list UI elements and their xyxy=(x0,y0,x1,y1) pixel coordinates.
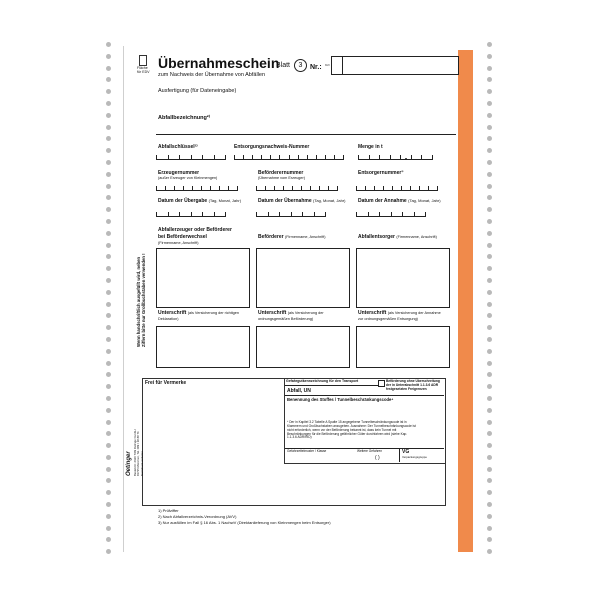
decimal-point xyxy=(405,158,407,160)
digit-tick xyxy=(201,186,202,190)
perforation-hole xyxy=(106,89,111,94)
perforation-hole xyxy=(487,443,492,448)
digit-tick xyxy=(202,212,203,216)
digit-tick xyxy=(379,155,380,159)
footnote-3: 3) Nur ausfüllen im Fall § 16 Abs. 1 NachwV (Direktanlieferung von Kleinmengen beim Entsorger) xyxy=(158,520,331,525)
col1-sub: (Firmenname, Anschrift) xyxy=(158,241,199,245)
digit-tick xyxy=(319,186,320,190)
perforation-hole xyxy=(487,420,492,425)
tunnel-footnote xyxy=(287,421,442,440)
digit-tick xyxy=(334,155,335,159)
digit-tick xyxy=(234,155,235,159)
digit-tick xyxy=(256,212,257,216)
verpackung-label: Weitere Gefahren xyxy=(357,449,383,453)
digit-tick xyxy=(191,155,192,159)
erzeuger-address-box[interactable] xyxy=(156,248,250,308)
digit-tick xyxy=(316,155,317,159)
perforation-hole xyxy=(106,337,111,342)
perforation-hole xyxy=(487,431,492,436)
perforation-hole xyxy=(487,89,492,94)
digit-tick xyxy=(165,186,166,190)
perforation-hole xyxy=(487,266,492,271)
digit-tick xyxy=(298,155,299,159)
imprint-line2: 81735 München, Tel. 089 / 38 88 76 xyxy=(136,431,141,476)
datum-annahme-input[interactable] xyxy=(356,211,426,217)
digit-tick xyxy=(301,186,302,190)
perforation-hole xyxy=(487,278,492,283)
befoerderung-line1: Beförderung ohne Überschreitung xyxy=(386,379,440,383)
datum-uebernahme-text: Datum der Übernahme xyxy=(258,198,312,204)
digit-tick xyxy=(390,155,391,159)
side-note xyxy=(137,253,147,347)
digit-tick xyxy=(414,212,415,216)
col2-title-wrap xyxy=(258,235,325,240)
publisher-imprint xyxy=(134,430,144,476)
perforation-hole xyxy=(487,361,492,366)
perforation-hole xyxy=(487,384,492,389)
digit-tick xyxy=(270,155,271,159)
abfallschluessel-input[interactable] xyxy=(156,154,226,160)
sig2-wrap xyxy=(258,311,324,316)
edv-box xyxy=(139,55,147,66)
digit-tick xyxy=(314,212,315,216)
abfallschluessel-label: Abfallschlüssel²⁾ xyxy=(158,144,198,150)
entsorgernummer-input[interactable] xyxy=(356,185,438,191)
sig1-note-line1: (als Versicherung der richtigen xyxy=(187,311,240,315)
perforation-hole xyxy=(487,537,492,542)
perforation-hole xyxy=(106,514,111,519)
perforation-hole xyxy=(487,396,492,401)
befoerderung-line3: festgesetzten Freigrenzen xyxy=(386,386,427,391)
abfall-un-label: Abfall, UN xyxy=(287,388,311,394)
signature-box-erzeuger[interactable] xyxy=(156,326,250,368)
digit-tick xyxy=(279,155,280,159)
blatt-label: Blatt xyxy=(276,62,291,69)
perforation-hole xyxy=(487,526,492,531)
tunnel-footnote-line4: Beschränkungen für die Beförderung gefährlicher Güter durchfahren wird (siehe Kap. xyxy=(287,431,408,436)
digit-tick xyxy=(228,186,229,190)
digit-tick xyxy=(425,212,426,216)
befoerderernummer-input[interactable] xyxy=(256,185,338,191)
erzeugernummer-input[interactable] xyxy=(156,185,238,191)
perforation-hole xyxy=(487,478,492,483)
perforation-hole xyxy=(487,148,492,153)
perforation-hole xyxy=(106,207,111,212)
sig3-label: Unterschrift xyxy=(358,310,387,316)
perforation-hole xyxy=(487,549,492,554)
perforation-hole xyxy=(106,396,111,401)
entsorgernummer-label xyxy=(358,171,403,176)
signature-box-entsorger[interactable] xyxy=(356,326,450,368)
perforation-hole xyxy=(106,54,111,59)
digit-tick xyxy=(156,155,157,159)
publisher-logo: Oetinger xyxy=(126,451,132,476)
perforation-hole xyxy=(106,219,111,224)
imprint-line3: Nachdruck verboten xyxy=(139,450,144,476)
digit-tick xyxy=(202,155,203,159)
perforation-hole xyxy=(106,526,111,531)
imprint-line1: Bestell-Nr. 6920 7/99 Oetinger GmbH xyxy=(133,429,137,476)
col3-title-wrap xyxy=(358,235,437,240)
digit-tick xyxy=(325,155,326,159)
digit-tick xyxy=(279,212,280,216)
col3-title: Abfallentsorger xyxy=(358,234,395,240)
perforation-hole xyxy=(487,231,492,236)
copy-note: Ausfertigung (für Dateneingabe) xyxy=(158,88,237,94)
perforation-hole xyxy=(487,243,492,248)
perforation-hole xyxy=(487,467,492,472)
perforation-hole xyxy=(106,361,111,366)
perforation-hole xyxy=(487,325,492,330)
digit-tick xyxy=(307,155,308,159)
digit-tick xyxy=(428,186,429,190)
vg-label: VG xyxy=(402,449,410,455)
perforation-hole xyxy=(487,66,492,71)
digit-tick xyxy=(191,212,192,216)
datum-uebernahme-input[interactable] xyxy=(256,211,326,217)
orange-edge-stripe xyxy=(458,50,473,552)
sig2-note-line1: (als Versicherung der xyxy=(287,311,324,315)
perforation-hole xyxy=(106,313,111,318)
digit-tick xyxy=(174,186,175,190)
entsorgernummer-text: Entsorgernummer xyxy=(358,170,402,176)
sig2-note-line2: ordnungsgemäßen Beförderung) xyxy=(258,317,314,321)
datum-uebergabe-input[interactable] xyxy=(156,211,226,217)
menge-label: Menge in t xyxy=(358,144,383,150)
befoerderung-note xyxy=(386,380,440,391)
perforation-hole xyxy=(106,136,111,141)
perforation-hole xyxy=(106,384,111,389)
perforation-hole xyxy=(106,431,111,436)
entsorgungsnachweis-label: Entsorgungsnachweis-Nummer xyxy=(234,144,310,150)
vg-sub: Verpackungsgruppe xyxy=(402,455,427,459)
vg-divider xyxy=(399,448,400,462)
perforation-hole xyxy=(106,408,111,413)
un-rule xyxy=(285,395,444,396)
perforation-hole xyxy=(106,467,111,472)
digit-tick xyxy=(391,212,392,216)
digit-tick xyxy=(192,186,193,190)
tunnel-footnote-line2: Klammern und Großbuchstaben anzugeben. Ausnahme: Der Tunnelbeschränkungscode ist xyxy=(287,423,416,428)
perforation-hole xyxy=(106,148,111,153)
digit-tick xyxy=(225,155,226,159)
digit-tick xyxy=(402,212,403,216)
digit-tick xyxy=(183,186,184,190)
perforation-hole xyxy=(487,172,492,177)
digit-tick xyxy=(325,212,326,216)
perforation-hole xyxy=(106,184,111,189)
perforation-hole xyxy=(487,254,492,259)
entsorger-address-box[interactable] xyxy=(356,248,450,308)
nr-label: Nr.: xyxy=(310,64,322,71)
digit-tick xyxy=(343,155,344,159)
perforation-hole xyxy=(487,113,492,118)
perforation-hole xyxy=(487,502,492,507)
perforation-hole xyxy=(487,455,492,460)
nr-superscript: ³⁾²⁾ xyxy=(325,63,330,68)
digit-tick xyxy=(358,155,359,159)
digit-tick xyxy=(168,212,169,216)
date-hint-3: (Tag, Monat, Jahr) xyxy=(408,198,441,203)
erzeugernummer-sub: (außer Erzeuger von Kleinmengen) xyxy=(158,176,218,180)
menge-input[interactable] xyxy=(358,154,433,160)
perforation-hole xyxy=(487,490,492,495)
digit-tick xyxy=(437,186,438,190)
digit-tick xyxy=(401,186,402,190)
befoerderung-line2: der in Unterabschnitt 1.1.3.6 ADR xyxy=(386,382,439,387)
perforation-hole xyxy=(487,349,492,354)
perforation-hole xyxy=(106,243,111,248)
digit-tick xyxy=(179,155,180,159)
sig1-wrap xyxy=(158,311,239,316)
sig3-note-line2: zur ordnungsgemäßen Entsorgung) xyxy=(358,317,418,321)
datum-uebergabe-text: Datum der Übergabe xyxy=(158,198,208,204)
digit-tick xyxy=(328,186,329,190)
col2-title: Beförderer xyxy=(258,234,284,240)
right-perforation xyxy=(487,42,493,561)
befoerderung-checkbox[interactable] xyxy=(378,380,385,387)
perforation-hole xyxy=(487,207,492,212)
digit-tick xyxy=(421,155,422,159)
perforation-hole xyxy=(106,77,111,82)
entsorgernummer-sup: ³⁾ xyxy=(401,170,404,174)
col1-title-line1: Abfallerzeuger oder Beförderer xyxy=(158,227,232,233)
blatt-number: 3 xyxy=(294,59,307,72)
digit-tick xyxy=(214,212,215,216)
perforation-hole xyxy=(106,502,111,507)
perforation-hole xyxy=(487,337,492,342)
perforation-hole xyxy=(106,349,111,354)
benennung-label: Benennung des Stoffes / Tunnelbeschränkungscode⁴ xyxy=(287,397,394,402)
digit-tick xyxy=(214,155,215,159)
perforation-hole xyxy=(106,549,111,554)
perforation-hole xyxy=(106,490,111,495)
perforation-hole xyxy=(106,455,111,460)
digit-tick xyxy=(356,212,357,216)
perforation-hole xyxy=(487,302,492,307)
digit-tick xyxy=(302,212,303,216)
nr-input[interactable] xyxy=(342,56,459,75)
date-hint-1: (Tag, Monat, Jahr) xyxy=(208,198,242,203)
digit-tick xyxy=(274,186,275,190)
digit-tick xyxy=(219,186,220,190)
perforation-hole xyxy=(106,266,111,271)
perforation-hole xyxy=(106,325,111,330)
digit-tick xyxy=(383,186,384,190)
sig3-note-line1: (als Versicherung der Annahme xyxy=(387,311,441,315)
perforation-hole xyxy=(106,42,111,47)
perforation-hole xyxy=(487,42,492,47)
digit-tick xyxy=(400,155,401,159)
digit-tick xyxy=(356,186,357,190)
digit-tick xyxy=(392,186,393,190)
gefahrgut-header: Gefahrgutkennzeichnung für den Transport xyxy=(286,379,359,383)
digit-tick xyxy=(379,212,380,216)
digit-tick xyxy=(292,186,293,190)
digit-tick xyxy=(411,155,412,159)
page-subtitle: zum Nachweis der Übernahme von Abfällen xyxy=(158,72,266,78)
sig1-label: Unterschrift xyxy=(158,310,187,316)
digit-tick xyxy=(268,212,269,216)
perforation-hole xyxy=(106,478,111,483)
tunnel-footnote-line5: 1.1.3.6 ADR/RID) xyxy=(287,435,312,440)
datum-annahme-label xyxy=(358,199,441,204)
digit-tick xyxy=(310,186,311,190)
digit-tick xyxy=(432,155,433,159)
datum-uebergabe-label xyxy=(158,199,241,204)
perforation-hole xyxy=(487,184,492,189)
footnote-1: 1) Prüfziffer xyxy=(158,508,179,513)
digit-tick xyxy=(368,212,369,216)
perforation-hole xyxy=(106,231,111,236)
perforation-hole xyxy=(487,219,492,224)
perforation-hole xyxy=(487,160,492,165)
digit-tick xyxy=(210,186,211,190)
perforation-hole xyxy=(487,77,492,82)
digit-tick xyxy=(419,186,420,190)
left-perforation xyxy=(106,42,112,561)
gefahrzettel-label: Gefahrzettelmuster / Klasse xyxy=(287,449,327,453)
footnote-2: 2) Nach Abfallverzeichnis-Verordnung (AVV) xyxy=(158,514,237,519)
digit-tick xyxy=(156,186,157,190)
tunnel-footnote-line1: ⁴ Der in Kapitel 3.2 Tabelle A Spalte 15 angegebene Tunnelbeschränkungscode ist in xyxy=(287,420,407,424)
datum-uebernahme-label xyxy=(258,199,345,204)
side-note-line2: Ziffern bitte nur Großbuchstaben verwenden ! xyxy=(140,253,146,347)
parens-field[interactable]: ( ) xyxy=(375,455,380,461)
befoerderernummer-sub: (Übernahme vom Erzeuger) xyxy=(258,176,306,180)
perforation-hole xyxy=(487,136,492,141)
gefahrgut-rule xyxy=(285,385,380,386)
perforation-hole xyxy=(106,302,111,307)
digit-tick xyxy=(291,212,292,216)
digit-tick xyxy=(225,212,226,216)
datum-annahme-text: Datum der Annahme xyxy=(358,198,407,204)
perforation-hole xyxy=(487,125,492,130)
col1-title-line2: bei Beförderwechsel xyxy=(158,234,207,240)
digit-tick xyxy=(261,155,262,159)
perforation-hole xyxy=(487,408,492,413)
perforation-hole xyxy=(487,195,492,200)
digit-tick xyxy=(289,155,290,159)
vermerke-title: Frei für Vermerke xyxy=(145,380,187,386)
digit-tick xyxy=(168,155,169,159)
digit-tick xyxy=(243,155,244,159)
perforation-hole xyxy=(487,54,492,59)
erzeugernummer-label: Erzeugernummer xyxy=(158,170,200,176)
stamp-line2: für EDV xyxy=(137,70,150,74)
digit-tick xyxy=(237,186,238,190)
perforation-hole xyxy=(487,372,492,377)
perforation-hole xyxy=(106,66,111,71)
perforation-hole xyxy=(487,514,492,519)
digit-tick xyxy=(265,186,266,190)
sig3-wrap xyxy=(358,311,441,316)
perforation-hole xyxy=(487,101,492,106)
perforation-hole xyxy=(106,372,111,377)
perforation-hole xyxy=(106,125,111,130)
perforation-hole xyxy=(106,113,111,118)
perforation-hole xyxy=(106,254,111,259)
befoerderernummer-label: Beförderernummer xyxy=(258,170,304,176)
perforation-hole xyxy=(106,537,111,542)
page-title: Übernahmeschein xyxy=(158,55,280,71)
date-hint-2: (Tag, Monat, Jahr) xyxy=(313,198,346,203)
stamp-line1: Fläche xyxy=(137,66,148,70)
digit-tick xyxy=(156,212,157,216)
digit-tick xyxy=(283,186,284,190)
abfallbezeichnung-line[interactable] xyxy=(156,134,456,135)
entsorgungsnachweis-input[interactable] xyxy=(234,154,344,160)
signature-box-befoerderer[interactable] xyxy=(256,326,350,368)
digit-tick xyxy=(369,155,370,159)
befoerderer-address-box[interactable] xyxy=(256,248,350,308)
digit-tick xyxy=(410,186,411,190)
perforation-hole xyxy=(106,443,111,448)
perforation-hole xyxy=(106,278,111,283)
perforation-hole xyxy=(106,101,111,106)
tunnel-footnote-line3: nicht erforderlich, wenn vor der Beförderung bekannt ist, dass kein Tunnel mit xyxy=(287,427,397,432)
digit-tick xyxy=(365,186,366,190)
perforation-hole xyxy=(106,195,111,200)
digit-tick xyxy=(337,186,338,190)
perforation-hole xyxy=(487,313,492,318)
col3-sub: (Firmenname, Anschrift) xyxy=(396,235,437,239)
perforation-hole xyxy=(106,160,111,165)
digit-tick xyxy=(179,212,180,216)
digit-tick xyxy=(252,155,253,159)
abfallbezeichnung-label: Abfallbezeichnung²⁾ xyxy=(158,115,211,121)
perforation-hole xyxy=(487,290,492,295)
side-note-line1: Wenn handschriftlich ausgefüllt wird, neben xyxy=(136,256,141,347)
sig2-label: Unterschrift xyxy=(258,310,287,316)
perforation-hole xyxy=(106,290,111,295)
sig1-note-line2: Deklaration) xyxy=(158,317,179,321)
digit-tick xyxy=(374,186,375,190)
digit-tick xyxy=(256,186,257,190)
col2-sub: (Firmenname, Anschrift) xyxy=(284,235,326,239)
perforation-hole xyxy=(106,172,111,177)
perforation-hole xyxy=(106,420,111,425)
